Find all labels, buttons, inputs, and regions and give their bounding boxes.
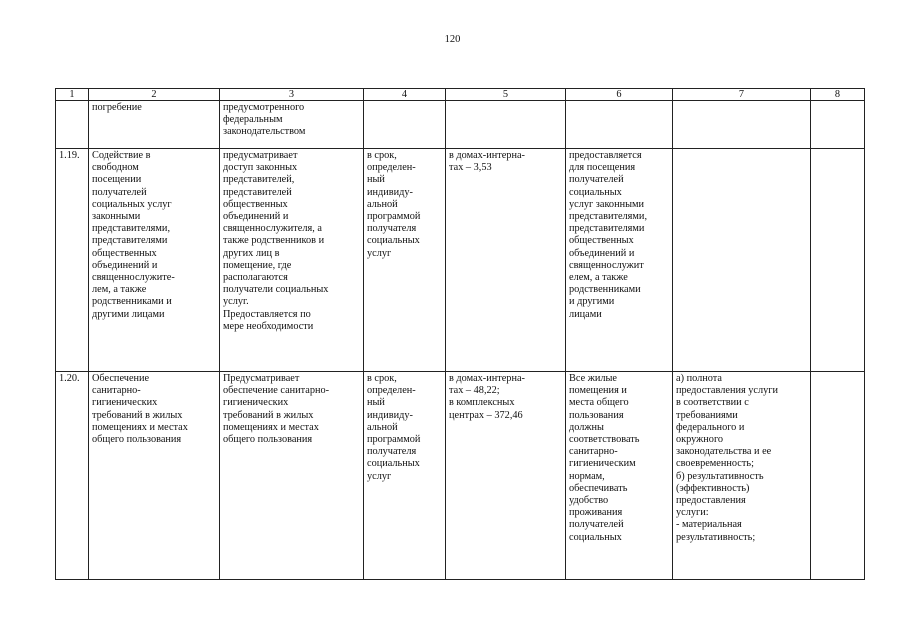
service-term [364,101,446,149]
service-name: Обеспечение санитарно- гигиенических требований в жилых помещениях и местах общего пользования [89,372,220,580]
service-tariff: в домах-интерна- тах – 3,53 [446,149,566,372]
page-number: 120 [444,34,461,45]
table-row [56,149,865,372]
column-8-cell [811,149,865,372]
column-header-5: 5 [446,89,566,101]
table-row [56,372,865,580]
column-8-cell [811,101,865,149]
service-term: в срок, определен- ный индивиду- альной программой получателя социальных услуг [364,372,446,580]
column-header-3: 3 [220,89,364,101]
column-8-cell [811,372,865,580]
service-tariff: в домах-интерна- тах – 48,22; в комплексных центрах – 372,46 [446,372,566,580]
service-term: в срок, определен- ный индивиду- альной программой получателя социальных услуг [364,149,446,372]
column-header-1: 1 [56,89,89,101]
column-header-8: 8 [811,89,865,101]
quality-indicators [673,101,811,149]
service-conditions: Все жилые помещения и места общего пользования должны соответствовать санитарно- гигиеническим нормам, обеспечивать удобство проживания получателей социальных [566,372,673,580]
service-description: Предусматривает обеспечение санитарно- гигиенических требований в жилых помещениях и местах общего пользования [220,372,364,580]
header-row [56,89,865,101]
row-number [56,101,89,149]
service-name: Содействие в свободном посещении получателей социальных услуг законными представителями, представителями общественных объединений и священнослужите- лем, а также родственниками и другими лицами [89,149,220,372]
table-row [56,101,865,149]
service-description: предусмотренного федеральным законодательством [220,101,364,149]
service-name: погребение [89,101,220,149]
service-conditions [566,101,673,149]
service-description: предусматривает доступ законных представителей, представителей общественных объединений и священнослужителя, а также родственников и других лиц в помещение, где располагаются получатели социальных услуг. Предоставляется по мере необходимости [220,149,364,372]
column-header-7: 7 [673,89,811,101]
quality-indicators [673,149,811,372]
services-table [55,88,865,580]
quality-indicators: а) полнота предоставления услуги в соответствии с требованиями федерального и окружного законодательства и ее своевременность; б) результативность (эффективность) предоставления услуги: - материальная результативность; [673,372,811,580]
service-conditions: предоставляется для посещения получателей социальных услуг законными представителями, представителями общественных объединений и священнослужит елем, а также родственниками и другими лицами [566,149,673,372]
column-header-6: 6 [566,89,673,101]
column-header-2: 2 [89,89,220,101]
row-number: 1.20. [56,372,89,580]
column-header-4: 4 [364,89,446,101]
service-tariff [446,101,566,149]
row-number: 1.19. [56,149,89,372]
